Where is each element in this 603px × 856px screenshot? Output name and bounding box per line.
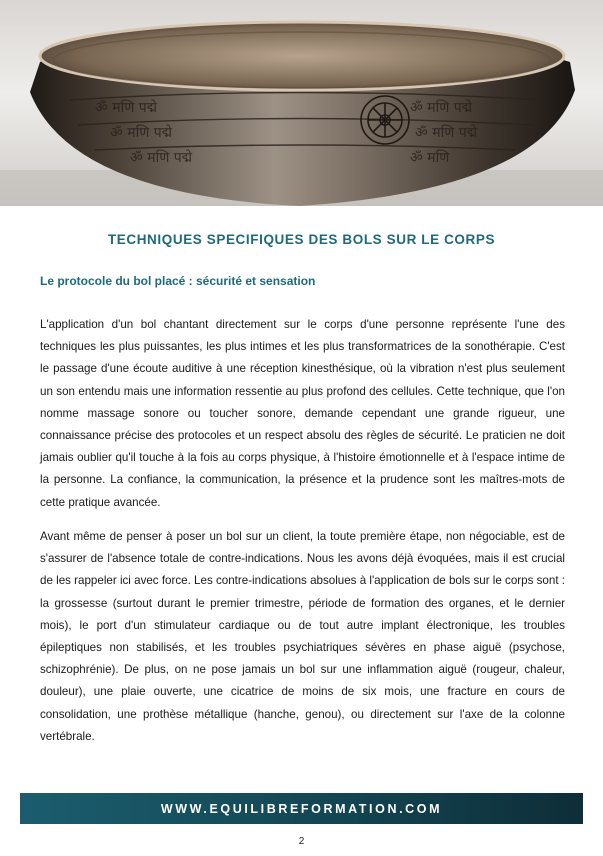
- paragraph-2: Avant même de penser à poser un bol sur un client, la toute première étape, non négociable, est de s'assurer de l'absence totale de contre-indications. Nous les avons déjà évoquées, mais il est crucial de les rappeler ici avec force. Les contre-indications absolues à l'application de bols sur le corps sont : la grossesse (surtout durant le premier trimestre, période de formation des organes, et le dernier mois), le port d'un stimulateur cardiaque ou de tout autre implant électronique, les troubles épileptiques non stabilisés, et les troubles psychiatriques sévères en phase aiguë (psychose, schizophrénie). De plus, on ne pose jamais un bol sur une inflammation aiguë (rougeur, chaleur, douleur), une plaie ouverte, une cicatrice de moins de six mois, une fracture en cours de consolidation, une prothèse métallique (hanche, genou), ou directement sur l'axe de la colonne vertébrale.: [40, 530, 565, 743]
- svg-text:ॐ मणि: ॐ मणि: [410, 150, 450, 166]
- svg-text:ॐ मणि पद्मे: ॐ मणि पद्मे: [95, 100, 158, 116]
- svg-text:ॐ मणि पद्मे: ॐ मणि पद्मे: [415, 125, 478, 141]
- svg-text:ॐ मणि पद्मे: ॐ मणि पद्मे: [410, 100, 473, 116]
- paragraph-1: L'application d'un bol chantant directement sur le corps d'une personne représente l'une des techniques les plus puissantes, les plus intimes et les plus transformatrices de la sonothérapie. C'est le passage d'une écoute auditive à une réception kinesthésique, où la vibration n'est plus seulement un son entendu mais une information ressentie au plus profond des cellules. Cette technique, que l'on nomme massage sonore ou toucher sonore, demande cependant une grande rigueur, une connaissance précise des protocoles et un respect absolu des règles de sécurité. Le praticien ne doit jamais oublier qu'il touche à la fois au corps physique, à l'histoire émotionnelle et à l'espace intime de la personne. La confiance, la communication, la présence et la prudence sont les maîtres-mots de cette pratique avancée.: [40, 318, 565, 509]
- svg-text:ॐ मणि पद्मे: ॐ मणि पद्मे: [130, 150, 193, 166]
- singing-bowl-photo: [0, 0, 603, 206]
- subtitle: Le protocole du bol placé : sécurité et sensation: [40, 274, 316, 288]
- section-title: TECHNIQUES SPECIFIQUES DES BOLS SUR LE CORPS: [107, 232, 496, 247]
- svg-text:ॐ मणि पद्मे: ॐ मणि पद्मे: [110, 125, 173, 141]
- footer-url-link[interactable]: WWW.EQUILIBREFORMATION.COM: [160, 801, 443, 816]
- page-number: 2: [298, 836, 305, 847]
- footer-bar: [20, 793, 583, 824]
